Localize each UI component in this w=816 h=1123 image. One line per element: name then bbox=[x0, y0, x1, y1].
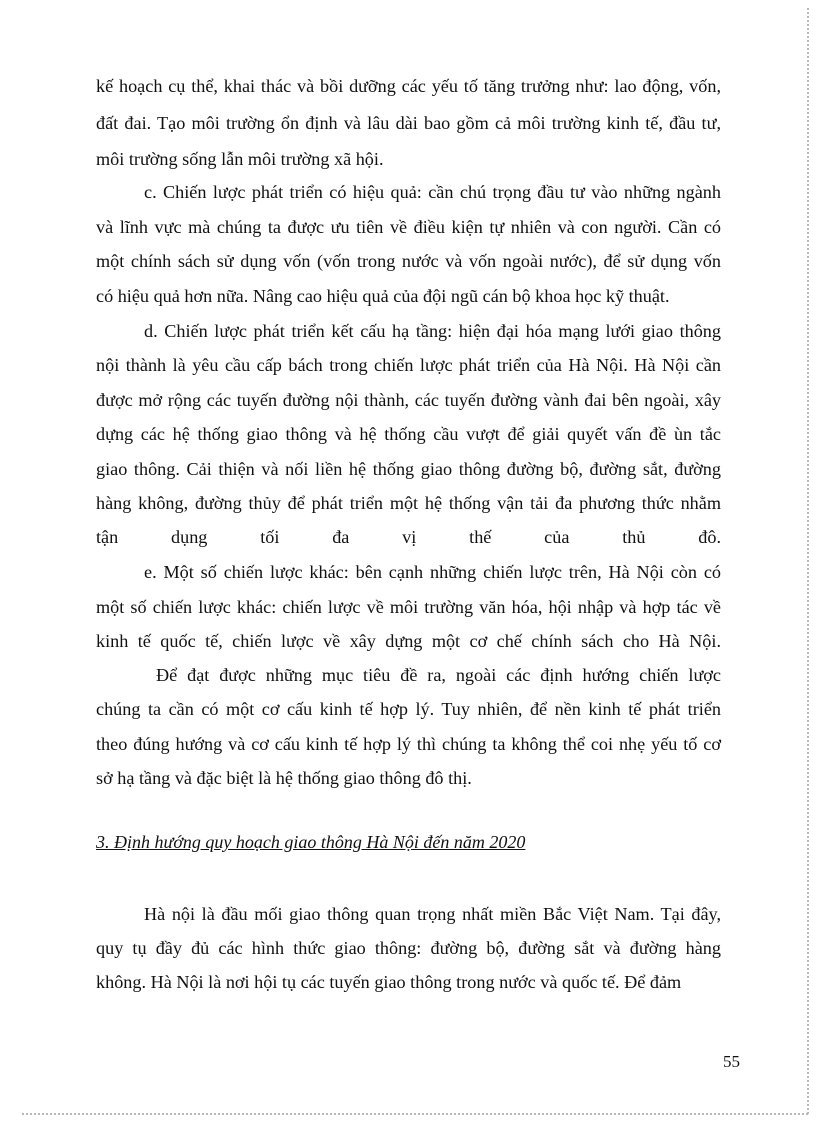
body-line: e. Một số chiến lược khác: bên cạnh những chiến lược trên, Hà Nội còn có bbox=[144, 562, 721, 582]
page-border-right bbox=[807, 8, 809, 1114]
body-line: kinh tế quốc tế, chiến lược về xây dựng một cơ chế chính sách cho Hà Nội. bbox=[96, 631, 721, 651]
body-line: kế hoạch cụ thể, khai thác và bồi dưỡng các yếu tố tăng trưởng như: lao động, vốn, bbox=[96, 76, 721, 96]
body-line: theo đúng hướng và cơ cấu kinh tế hợp lý thì chúng ta không thể coi nhẹ yếu tố cơ bbox=[96, 734, 721, 754]
section-heading: 3. Định hướng quy hoạch giao thông Hà Nội đến năm 2020 bbox=[96, 832, 526, 852]
body-line: dựng các hệ thống giao thông và hệ thống cầu vượt để giải quyết vấn đề ùn tắc bbox=[96, 424, 721, 444]
body-line: c. Chiến lược phát triển có hiệu quả: cần chú trọng đầu tư vào những ngành bbox=[144, 182, 721, 202]
body-line: được mở rộng các tuyến đường nội thành, các tuyến đường vành đai bên ngoài, xây bbox=[96, 390, 721, 410]
body-line: có hiệu quả hơn nữa. Nâng cao hiệu quả của đội ngũ cán bộ khoa học kỹ thuật. bbox=[96, 286, 670, 306]
body-line: sở hạ tầng và đặc biệt là hệ thống giao thông đô thị. bbox=[96, 768, 472, 788]
body-line: giao thông. Cải thiện và nối liền hệ thống giao thông đường bộ, đường sắt, đường bbox=[96, 459, 721, 479]
body-line: d. Chiến lược phát triển kết cấu hạ tầng: hiện đại hóa mạng lưới giao thông bbox=[144, 321, 721, 341]
body-line: tận dụng tối đa vị thế của thủ đô. bbox=[96, 527, 721, 547]
body-line: nội thành là yêu cầu cấp bách trong chiến lược phát triển của Hà Nội. Hà Nội cần bbox=[96, 355, 721, 375]
body-line: quy tụ đầy đủ các hình thức giao thông: đường bộ, đường sắt và đường hàng bbox=[96, 938, 721, 958]
page-border-bottom bbox=[22, 1113, 808, 1115]
body-line: Hà nội là đầu mối giao thông quan trọng nhất miền Bắc Việt Nam. Tại đây, bbox=[144, 904, 721, 924]
body-line: một chính sách sử dụng vốn (vốn trong nước và vốn ngoài nước), để sử dụng vốn bbox=[96, 251, 721, 271]
body-line: đất đai. Tạo môi trường ổn định và lâu dài bao gồm cả môi trường kinh tế, đầu tư, bbox=[96, 113, 721, 133]
body-line: một số chiến lược khác: chiến lược về môi trường văn hóa, hội nhập và hợp tác về bbox=[96, 597, 721, 617]
body-line: Để đạt được những mục tiêu đề ra, ngoài các định hướng chiến lược bbox=[156, 665, 721, 685]
body-line: chúng ta cần có một cơ cấu kinh tế hợp lý. Tuy nhiên, để nền kinh tế phát triển bbox=[96, 699, 721, 719]
body-line: hàng không, đường thủy để phát triển một hệ thống vận tải đa phương thức nhằm bbox=[96, 493, 721, 513]
body-line: môi trường sống lẫn môi trường xã hội. bbox=[96, 149, 384, 169]
body-line: và lĩnh vực mà chúng ta được ưu tiên về điều kiện tự nhiên và con người. Cần có bbox=[96, 217, 721, 237]
body-line: không. Hà Nội là nơi hội tụ các tuyến giao thông trong nước và quốc tế. Để đảm bbox=[96, 972, 682, 992]
page-number: 55 bbox=[723, 1052, 740, 1071]
